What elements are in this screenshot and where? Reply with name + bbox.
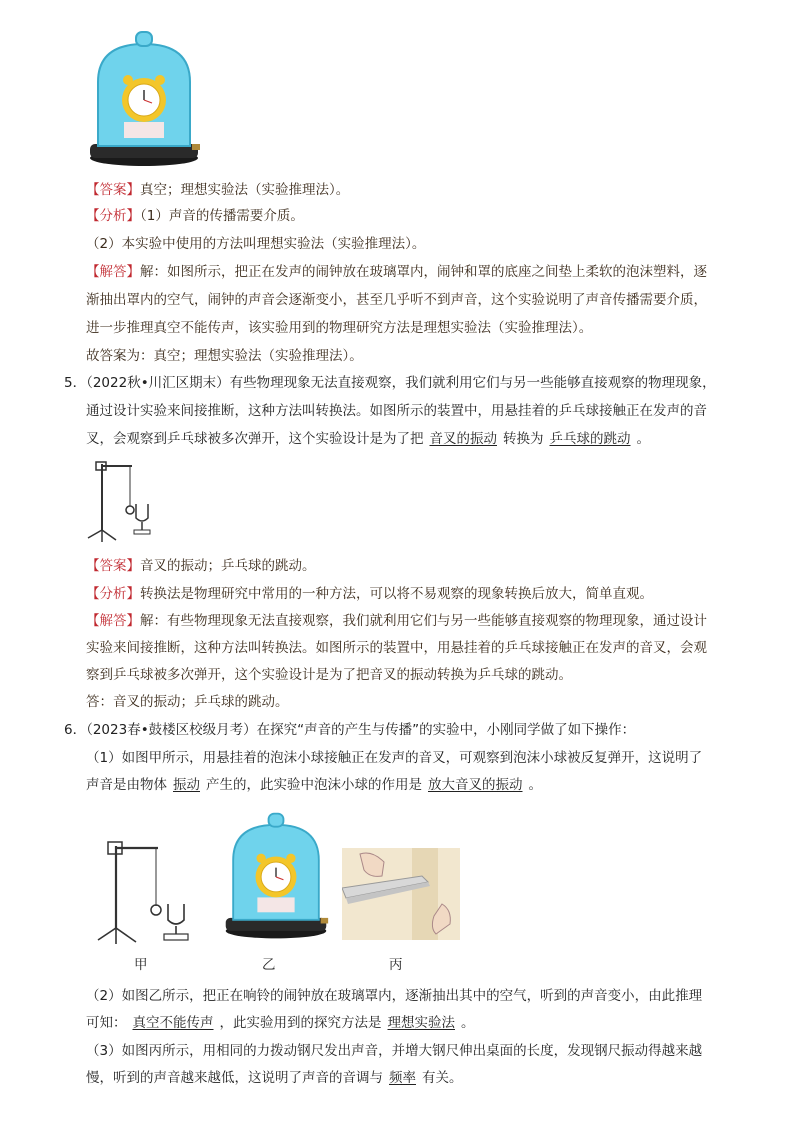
q6-part2-line-1: （2）如图乙所示，把正在响铃的闹钟放在玻璃罩内，逐渐抽出其中的空气，听到的声音变小，由此推理 <box>86 988 703 1004</box>
analysis-text: （1）声音的传播需要介质。 <box>140 208 304 224</box>
question-number: 6． <box>64 722 87 738</box>
figure-bing-ruler <box>342 848 460 940</box>
answer-text: 真空；理想实验法（实验推理法）。 <box>140 182 350 198</box>
figure-caption-yi: 乙 <box>262 957 276 973</box>
answer-blank: 频率 <box>389 1070 416 1086</box>
q5-stem-line-1 <box>64 373 716 393</box>
answer-blank: 音叉的振动 <box>429 431 497 447</box>
question-text: 。 <box>528 777 542 793</box>
question-text: 。 <box>636 431 650 447</box>
q5-analysis-line <box>86 584 653 604</box>
answer-blank: 放大音叉的振动 <box>428 777 523 793</box>
answer-blank: 振动 <box>173 777 200 793</box>
q6-part1-line-2 <box>86 775 542 795</box>
q4-solution-line-3: 进一步推理真空不能传声，该实验用到的物理研究方法是理想实验法（实验推理法）。 <box>86 320 593 336</box>
q5-solution-line-3: 察到乒乓球被多次弹开，这个实验设计是为了把音叉的振动转换为乒乓球的跳动。 <box>86 667 572 683</box>
question-text: 。 <box>461 1015 475 1031</box>
q4-analysis-line-2: （2）本实验中使用的方法叫理想实验法（实验推理法）。 <box>86 236 426 252</box>
q6-part3-line-2 <box>86 1068 463 1088</box>
q5-solution-line-2: 实验来间接推断，这种方法叫转换法。如图所示的装置中，用悬挂着的乒乓球接触正在发声的音叉，会观 <box>86 640 707 656</box>
solution-tag: 【解答】 <box>86 613 140 629</box>
q5-answer-line <box>86 556 316 576</box>
q6-part2-line-2 <box>86 1013 475 1033</box>
analysis-text: 转换法是物理研究中常用的一种方法，可以将不易观察的现象转换后放大，简单直观。 <box>140 586 653 602</box>
question-text: 叉，会观察到乒乓球被多次弹开，这个实验设计是为了把 <box>86 431 424 447</box>
question-text: 可知： <box>86 1015 127 1031</box>
q6-part1-line-1: （1）如图甲所示，用悬挂着的泡沫小球接触正在发声的音叉，可观察到泡沫小球被反复弹开，这说明了 <box>86 750 703 766</box>
solution-text: 解：有些物理现象无法直接观察，我们就利用它们与另一些能够直接观察的物理现象，通过设计 <box>140 613 707 629</box>
question-text: ，此实验用到的探究方法是 <box>219 1015 382 1031</box>
question-text: 声音是由物体 <box>86 777 167 793</box>
question-text: 有关。 <box>422 1070 463 1086</box>
analysis-tag: 【分析】 <box>86 586 140 602</box>
question-text: 有些物理现象无法直接观察，我们就利用它们与另一些能够直接观察的物理现象， <box>229 375 716 391</box>
question-text: 转换为 <box>503 431 544 447</box>
q5-stem-line-3 <box>86 429 650 449</box>
solution-tag: 【解答】 <box>86 264 140 280</box>
q4-solution-line-1 <box>86 262 707 282</box>
q6-part3-line-1: （3）如图丙所示，用相同的力拨动钢尺发出声音，并增大钢尺伸出桌面的长度，发现钢尺振动得越来越 <box>86 1043 703 1059</box>
answer-text: 音叉的振动；乒乓球的跳动。 <box>140 558 316 574</box>
answer-tag: 【答案】 <box>86 558 140 574</box>
question-text: 慢，听到的声音越来越低，这说明了声音的音调与 <box>86 1070 383 1086</box>
q4-final-answer: 故答案为：真空；理想实验法（实验推理法）。 <box>86 348 363 364</box>
figure-jia-tuning-fork <box>96 836 206 946</box>
answer-blank: 理想实验法 <box>387 1015 455 1031</box>
tuning-fork-pendulum-figure <box>86 458 158 546</box>
question-number: 5． <box>64 375 87 391</box>
question-text: 产生的，此实验中泡沫小球的作用是 <box>206 777 422 793</box>
question-source: （2022秋•川汇区期末） <box>86 375 230 391</box>
figure-caption-jia: 甲 <box>134 957 148 973</box>
q5-final-answer: 答：音叉的振动；乒乓球的跳动。 <box>86 694 289 710</box>
solution-text: 解：如图所示，把正在发声的闹钟放在玻璃罩内，闹钟和罩的底座之间垫上柔软的泡沫塑料，逐 <box>140 264 707 280</box>
q4-solution-line-2: 渐抽出罩内的空气，闹钟的声音会逐渐变小，甚至几乎听不到声音，这个实验说明了声音传播需要介质， <box>86 292 707 308</box>
figure-caption-bing: 丙 <box>389 957 403 973</box>
figure-yi-bell-jar <box>222 810 330 942</box>
answer-blank: 真空不能传声 <box>132 1015 214 1031</box>
bell-jar-alarm-clock-figure <box>86 30 202 168</box>
question-source: （2023春•鼓楼区校级月考） <box>86 722 257 738</box>
answer-tag: 【答案】 <box>86 182 140 198</box>
q5-solution-line-1 <box>86 611 707 631</box>
analysis-tag: 【分析】 <box>86 208 140 224</box>
q4-answer-line <box>86 180 349 200</box>
question-text: 在探究“声音的产生与传播”的实验中，小刚同学做了如下操作： <box>256 722 636 738</box>
q6-stem-line <box>64 720 635 740</box>
answer-blank: 乒乓球的跳动 <box>549 431 631 447</box>
q4-analysis-line <box>86 206 304 226</box>
q5-stem-line-2: 通过设计实验来间接推断，这种方法叫转换法。如图所示的装置中，用悬挂着的乒乓球接触正在发声的音 <box>86 403 707 419</box>
